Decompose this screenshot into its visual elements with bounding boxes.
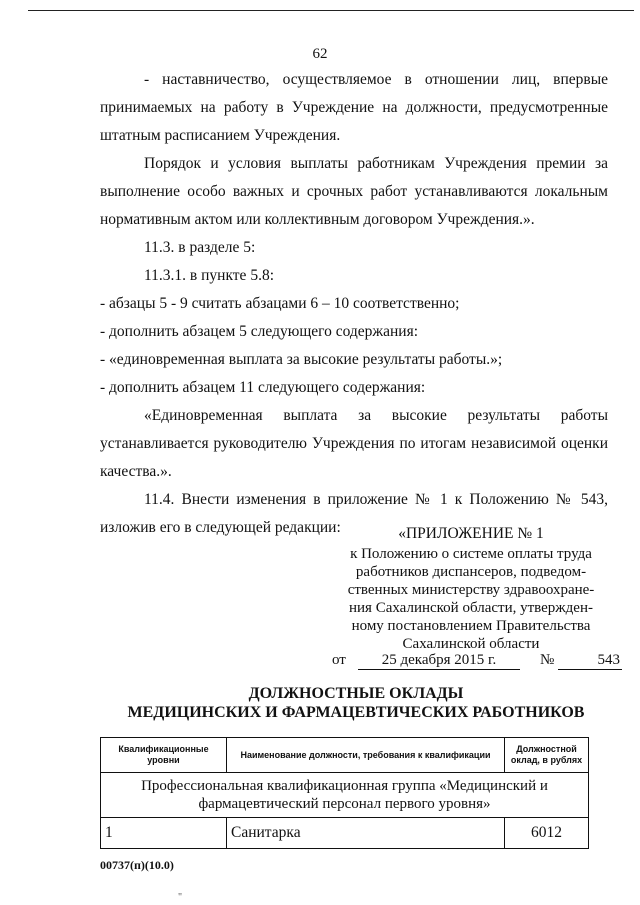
table-header-row bbox=[101, 738, 589, 773]
paragraph-quote-line3: качества.». bbox=[100, 463, 172, 480]
table-group-row bbox=[101, 773, 589, 818]
paragraph-11-3-1: 11.3.1. в пункте 5.8: bbox=[144, 267, 274, 284]
body-text bbox=[100, 66, 608, 542]
decree-from-label: от bbox=[332, 652, 346, 668]
cell-salary: 6012 bbox=[505, 818, 589, 849]
table-heading bbox=[100, 684, 612, 722]
paragraph-11-4: 11.4. Внести изменения в приложение № 1 к Положению № 543, изложив его в следующей редакции: bbox=[100, 491, 608, 536]
appendix-block bbox=[330, 525, 612, 653]
salary-table bbox=[100, 737, 589, 849]
paragraph-quote-line2: устанавливается руководителю Учреждения по итогам независимой оценки bbox=[100, 435, 608, 452]
appendix-line: Сахалинской области bbox=[402, 636, 540, 652]
appendix-title: «ПРИЛОЖЕНИЕ № 1 bbox=[398, 525, 544, 542]
page-number: 62 bbox=[312, 46, 328, 62]
corner-mark: " bbox=[178, 892, 183, 903]
header-salary: Должностной оклад, в рублях bbox=[505, 738, 589, 773]
table-row bbox=[101, 818, 589, 849]
appendix-line: ния Сахалинской области, утвержден- bbox=[349, 600, 593, 616]
decree-number-label: № bbox=[540, 652, 555, 668]
top-rule bbox=[28, 10, 634, 11]
header-position-name: Наименование должности, требования к квалификации bbox=[227, 738, 505, 773]
appendix-line: к Положению о системе оплаты труда bbox=[350, 546, 592, 562]
appendix-line: работников диспансеров, подведом- bbox=[355, 564, 587, 580]
cell-position: Санитарка bbox=[227, 818, 505, 849]
paragraph-quote-line1: «Единовременная выплата за высокие результаты работы bbox=[144, 407, 608, 424]
table-heading-line2: МЕДИЦИНСКИХ И ФАРМАЦЕВТИЧЕСКИХ РАБОТНИКОВ bbox=[127, 704, 585, 721]
paragraph-renumber: - абзацы 5 - 9 считать абзацами 6 – 10 соответственно; bbox=[100, 295, 460, 312]
header-qualification-levels: Квалификационные уровни bbox=[101, 738, 227, 773]
paragraph-one-time-payment: - «единовременная выплата за высокие результаты работы.»; bbox=[100, 351, 503, 368]
decree-date: 25 декабря 2015 г. bbox=[358, 652, 520, 670]
table-heading-line1: ДОЛЖНОСТНЫЕ ОКЛАДЫ bbox=[248, 685, 464, 702]
paragraph-11-3: 11.3. в разделе 5: bbox=[144, 239, 256, 256]
paragraph-add-11: - дополнить абзацем 11 следующего содержания: bbox=[100, 379, 426, 396]
decree-number: 543 bbox=[558, 652, 622, 670]
appendix-line: ственных министерству здравоохране- bbox=[347, 582, 595, 598]
cell-level: 1 bbox=[101, 818, 227, 849]
appendix-line: ному постановлением Правительства bbox=[351, 618, 591, 634]
professional-group: Профессиональная квалификационная группа «Медицинский и фармацевтический персонал первого уровня» bbox=[101, 773, 589, 818]
paragraph-add-5: - дополнить абзацем 5 следующего содержания: bbox=[100, 323, 419, 340]
decree-reference bbox=[332, 652, 624, 674]
paragraph-bonus-order: Порядок и условия выплаты работникам Учреждения премии за выполнение особо важных и срочных работ устанавливаются локальным нормативным актом или коллективным договором Учреждения.». bbox=[100, 155, 608, 228]
paragraph-mentoring: - наставничество, осуществляемое в отношении лиц, впервые принимаемых на работу в Учреждение на должности, предусмотренные штатным расписанием Учреждения. bbox=[100, 71, 608, 144]
document-code: 00737(п)(10.0) bbox=[100, 858, 174, 872]
